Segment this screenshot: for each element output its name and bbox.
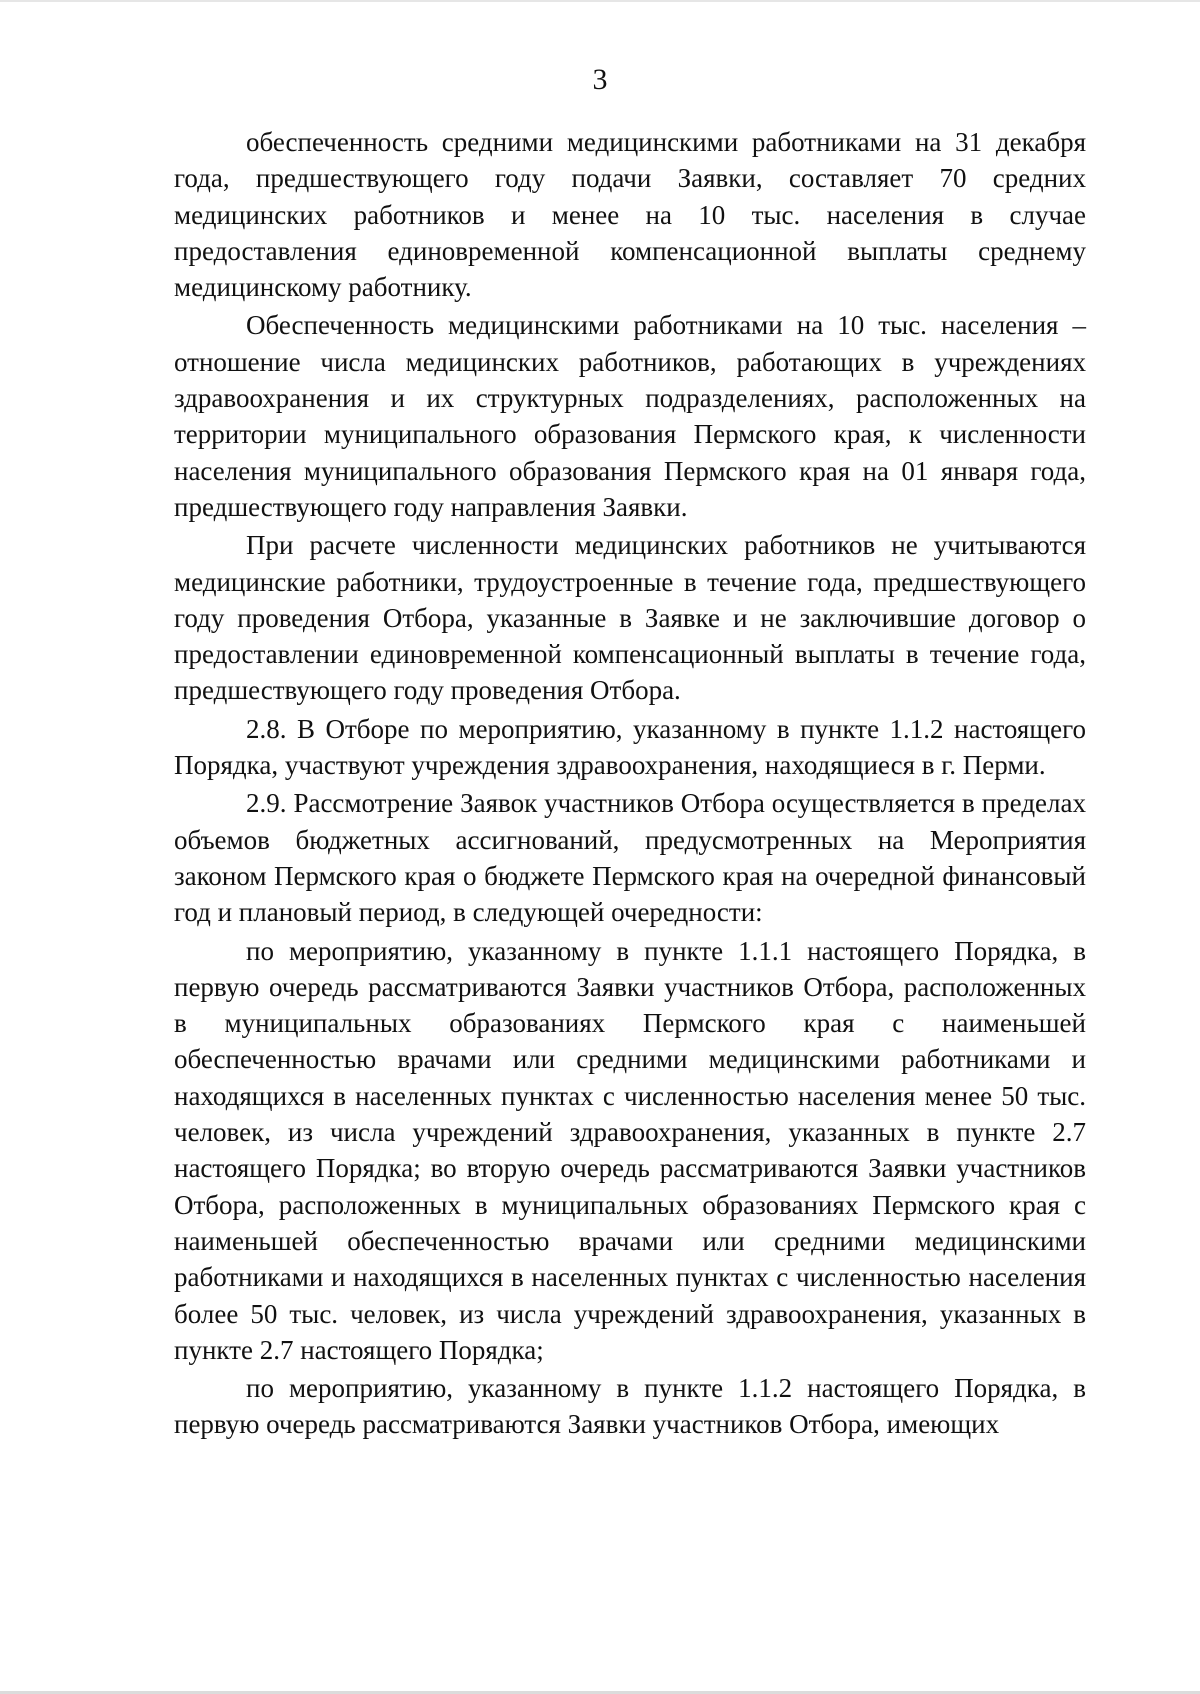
paragraph-2: Обеспеченность медицинскими работниками на 10 тыс. населения – отношение числа медицинских работников, работающих в учреждениях здравоохранения и их структурных подразделениях, расположенных на территории муниципального образования Пермского края, к численности населения муниципального образования Пермского края на 01 января года, предшествующего году направления Заявки. [174,310,1086,522]
paragraph-1: обеспеченность средними медицинскими работниками на 31 декабря года, предшествующего году подачи Заявки, составляет 70 средних медицинских работников и менее на 10 тыс. населения в случае предоставления единовременной компенсационной выплаты среднему медицинскому работнику. [174,127,1086,303]
paragraph-3: При расчете численности медицинских работников не учитываются медицинские работники, трудоустроенные в течение года, предшествующего году проведения Отбора, указанные в Заявке и не заключившие договор о предоставлении единовременной компенсационный выплаты в течение года, предшествующего году проведения Отбора. [174,530,1086,706]
body-text [174,124,1086,1443]
scan-edge-top [0,0,1200,2]
paragraph-6: по мероприятию, указанному в пункте 1.1.1 настоящего Порядка, в первую очередь рассматриваются Заявки участников Отбора, расположенных в муниципальных образованиях Пермского края с наименьшей обеспеченностью врачами или средними медицинскими работниками и находящихся в населенных пунктах с численностью населения менее 50 тыс. человек, из числа учреждений здравоохранения, указанных в пункте 2.7 настоящего Порядка; во вторую очередь рассматриваются Заявки участников Отбора, расположенных в муниципальных образованиях Пермского края с наименьшей обеспеченностью врачами или средними медицинскими работниками и находящихся в населенных пунктах с численностью населения более 50 тыс. человек, из числа учреждений здравоохранения, указанных в пункте 2.7 настоящего Порядка; [174,935,1086,1365]
paragraph-5: 2.9. Рассмотрение Заявок участников Отбора осуществляется в пределах объемов бюджетных ассигнований, предусмотренных на Мероприятия законом Пермского края о бюджете Пермского края на очередной финансовый год и плановый период, в следующей очередности: [174,788,1086,928]
paragraph-4: 2.8. В Отборе по мероприятию, указанному в пункте 1.1.2 настоящего Порядка, участвуют учреждения здравоохранения, находящиеся в г. Перми. [174,713,1086,781]
paragraph-7: по мероприятию, указанному в пункте 1.1.2 настоящего Порядка, в первую очередь рассматриваются Заявки участников Отбора, имеющих [174,1373,1086,1440]
page-number: 3 [592,63,608,96]
